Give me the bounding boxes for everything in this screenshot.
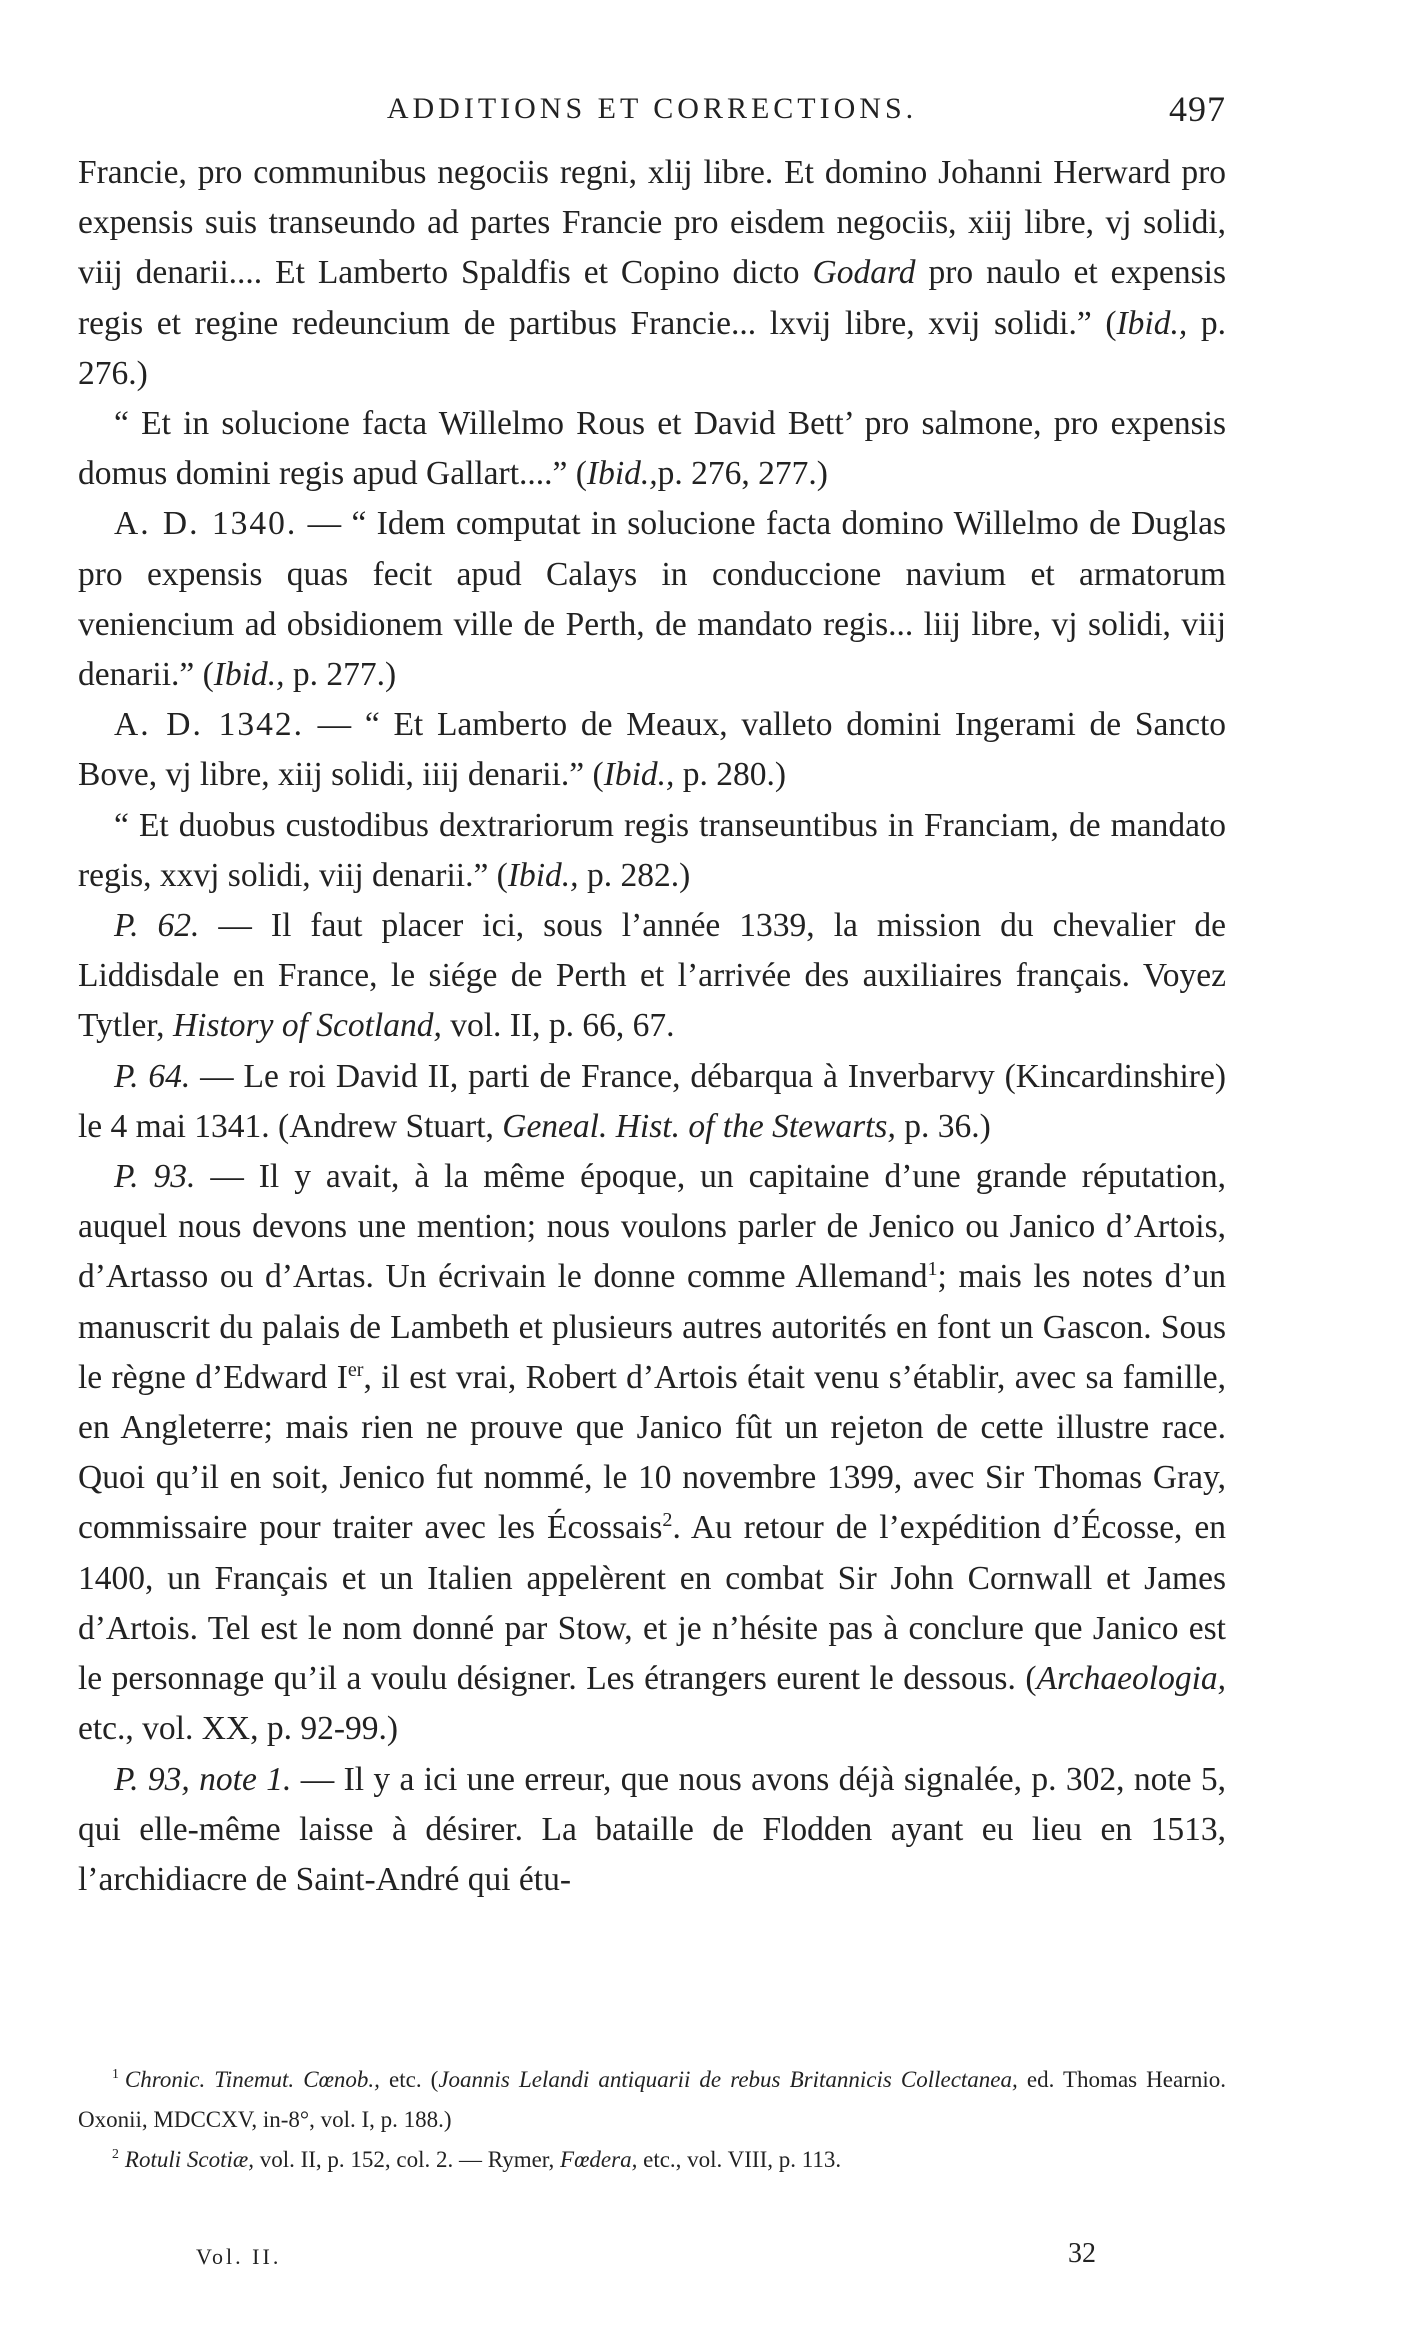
footnote-marker-2: 2 [662, 1509, 673, 1532]
paragraph-p93: P. 93. — Il y avait, à la même époque, un capitaine d’une grande réputation, auquel nous devons une mention; nous voulons parler de Jenico ou Janico d’Artois, d’Artasso ou d’Artas. Un écrivain le donne comme Allemand$^1$; mais les notes d’un manuscrit du palais de Lambeth et plusieurs autres autorités en font un Gascon. Sous le règne d’Edward Ier, il est vrai, Robert d’Artois était venu s’établir, avec sa famille, en Angleterre; mais rien ne prouve que Janico fût un rejeton de cette illustre race. Quoi qu’il en soit, Jenico fut nommé, le 10 novembre 1399, avec Sir Thomas Gray, commissaire pour traiter avec les Écossais$^2$. Au retour de l’expédition d’Écosse, en 1400, un Français et un Italien appelèrent en combat Sir John Cornwall et James d’Artois. Tel est le nom donné par Stow, et je n’hésite pas à conclure que Janico est le personnage qu’il a voulu désigner. Les étrangers eurent le dessous. (Archaeologia, etc., vol. XX, p. 92-99.) [78, 1158, 1227, 1748]
citation-ibid: Ibid., [1116, 304, 1188, 342]
citation-ibid: Ibid., [603, 756, 675, 794]
paragraph-continuation: Francie, pro communibus negociis regni, xlij libre. Et domino Johanni Herward pro expensis suis transeundo ad partes Francie pro eisdem negociis, xiij libre, vj solidi, viij denarii.... Et Lamberto Spaldfis et Copino dicto Godard pro naulo et expensis regis et regine redeuncium de partibus Francie... lxvij libre, xvij solidi.” (Ibid., p. 276.) [78, 154, 1227, 392]
citation-tytler: History of Scotland, [172, 1007, 442, 1045]
paragraph-p64: P. 64. — Le roi David II, parti de France, débarqua à Inverbarvy (Kincardinshire) le 4 mai 1341. (Andrew Stuart, Geneal. Hist. of the Stewarts, p. 36.) [78, 1057, 1226, 1145]
footnote-1: $^1$ Chronic. Tinemut. Cœnob., etc. (Joannis Lelandi antiquarii de rebus Britannicis Collectanea, ed. Thomas Hearnio. Oxonii, MDCCXV, in-8°, vol. I, p. 188.) [78, 2066, 1227, 2132]
name-godard: Godard [812, 254, 916, 292]
signature-mark: 32 [1068, 2238, 1096, 2269]
running-head-title: ADDITIONS ET CORRECTIONS. [386, 92, 918, 125]
page-ref-label: P. 64. [114, 1057, 191, 1095]
page-ref-label: P. 93, note 1. [114, 1760, 292, 1798]
footnote-mark: 2 [112, 2146, 119, 2162]
body-text [78, 148, 1226, 1905]
citation-ibid: Ibid., [507, 856, 579, 894]
page-ref-label: P. 93. [114, 1158, 196, 1196]
citation-stuart: Geneal. Hist. of the Stewarts, [502, 1107, 896, 1145]
footnote-2: $^2$ Rotuli Scotiæ, vol. II, p. 152, col. 2. — Rymer, Fœdera, etc., vol. VIII, p. 113. [112, 2146, 842, 2172]
paragraph-p62: P. 62. — Il faut placer ici, sous l’année 1339, la mission du chevalier de Liddisdale en France, le siége de Perth et l’arrivée des auxiliaires français. Voyez Tytler, History of Scotland, vol. II, p. 66, 67. [78, 907, 1226, 1045]
citation-archaeologia: Archaeologia, [1036, 1660, 1226, 1698]
volume-label: Vol. II. [196, 2244, 282, 2269]
date-label: A. D. 1340. [114, 505, 298, 543]
page-number: 497 [1169, 89, 1226, 129]
citation-ibid: Ibid., [586, 455, 658, 493]
date-label: A. D. 1342. [114, 706, 304, 744]
page-footer [196, 2238, 1096, 2282]
footnote-mark: 1 [112, 2066, 119, 2082]
paragraph-salmone: “ Et in solucione facta Willelmo Rous et David Bett’ pro salmone, pro expensis domus domini regis apud Gallart....” (Ibid.,p. 276, 277.) [78, 405, 1226, 493]
paragraph-custodibus: “ Et duobus custodibus dextrariorum regis transeuntibus in Franciam, de mandato regis, xxvj solidi, viij denarii.” (Ibid., p. 282.) [78, 806, 1226, 894]
paragraph-1340: A. D. 1340. — “ Idem computat in solucione facta domino Willelmo de Duglas pro expensis quas fecit apud Calays in conduccione navium et armatorum veniencium ad obsidionem ville de Perth, de mandato regis... liij libre, vj solidi, viij denarii.” (Ibid., p. 277.) [78, 505, 1226, 694]
page-ref-label: P. 62. [114, 907, 200, 945]
footnote-marker-1: 1 [927, 1258, 938, 1281]
paragraph-1342: A. D. 1342. — “ Et Lamberto de Meaux, valleto domini Ingerami de Sancto Bove, vj libre, xiij solidi, iiij denarii.” (Ibid., p. 280.) [78, 706, 1227, 794]
citation-ibid: Ibid., [213, 656, 285, 694]
ordinal-superscript: er [347, 1358, 364, 1381]
paragraph-p93-note1: P. 93, note 1. — Il y a ici une erreur, que nous avons déjà signalée, p. 302, note 5, qui elle-même laisse à désirer. La bataille de Flodden ayant eu lieu en 1513, l’archidiacre de Saint-André qui étu- [78, 1760, 1227, 1898]
running-head [78, 89, 1226, 142]
footnotes [78, 2060, 1226, 2180]
